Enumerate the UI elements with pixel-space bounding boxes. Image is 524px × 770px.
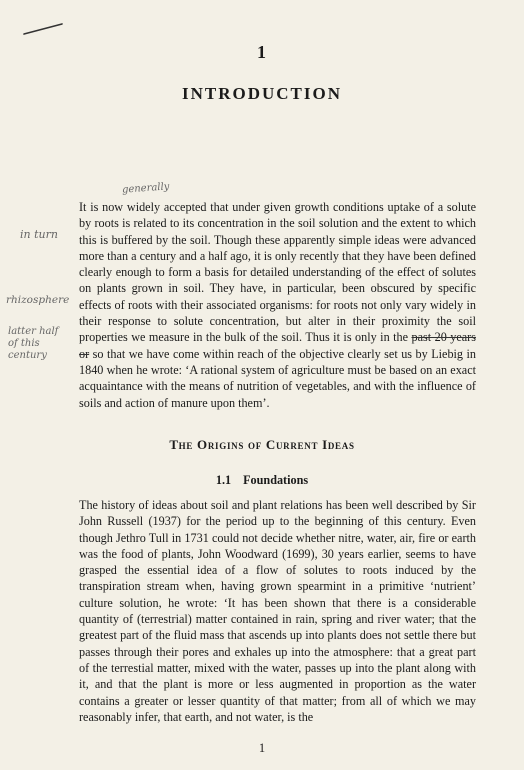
page-number: 1 [258, 741, 266, 755]
struck-out-text: past 20 years or [79, 330, 476, 361]
intro-paragraph [79, 199, 476, 411]
pencil-mark [22, 22, 64, 36]
intro-text-b: so that we have come within reach of the objective clearly set us by Liebig in 1840 when he wrote: ‘A rational system of agriculture must be based on an exact acquaintance with the means of nutrition of vegetables, and with the influence of soils and action of manure upon them’. [79, 346, 476, 410]
handwritten-note-rhizosphere: rhizosphere [6, 294, 70, 306]
section-heading: The Origins of Current Ideas [169, 437, 355, 452]
subsection-title: Foundations [243, 473, 309, 487]
chapter-title: INTRODUCTION [181, 84, 343, 103]
subsection-number: 1.1 [215, 473, 232, 487]
subsection-heading [0, 473, 524, 488]
handwritten-note-latter-half: latter half of this century [8, 326, 59, 361]
handwritten-note-in-turn: in turn [20, 228, 58, 241]
chapter-number: 1 [257, 42, 267, 62]
handwritten-note-generally: generally [121, 181, 170, 196]
body-paragraph: The history of ideas about soil and plant relations has been well described by Sir John Russell (1937) for the period up to the beginning of this century. Even though Jethro Tull in 1731 could not decide whether nitre, water, air, fire or earth was the food of plants, John Woodward (1699), 30 years earlier, seems to have grasped the essential idea of a flow of solutes to roots induced by the transpiration stream when, having grown spearmint in a primitive ‘nutrient’ culture solution, he wrote: ‘It has been shown that there is a considerable quantity of (terrestrial) matter contained in rain, spring and river water; that the greatest part of the fluid mass that ascends up into plants does not settle there but passes through their pores and exhales up into the atmosphere: that a great part of the terrestial matter, mixed with the water, passes up into the plant along with it, and that the plant is more or less augmented in proportion as the water contains a greater or lesser quantity of that matter; from all of which we may reasonably infer, that earth, and not water, is the [79, 498, 476, 724]
intro-text-a: It is now widely accepted that under given growth conditions uptake of a solute by roots is related to its concentration in the soil solution and the extent to which this is buffered by the soil. Though these apparently simple ideas were advanced more than a century and a half ago, it is only recently that they have been defined clearly enough to form a basis for detailed understanding of the effect of solutes on plants grown in soil. They have, in particular, been obscured by specific effects of roots with their associated organisms: for roots not only vary widely in their response to solute concentration, but alter in their proximity the soil properties we measure in the bulk of the soil. Thus it is only in the [79, 200, 476, 345]
